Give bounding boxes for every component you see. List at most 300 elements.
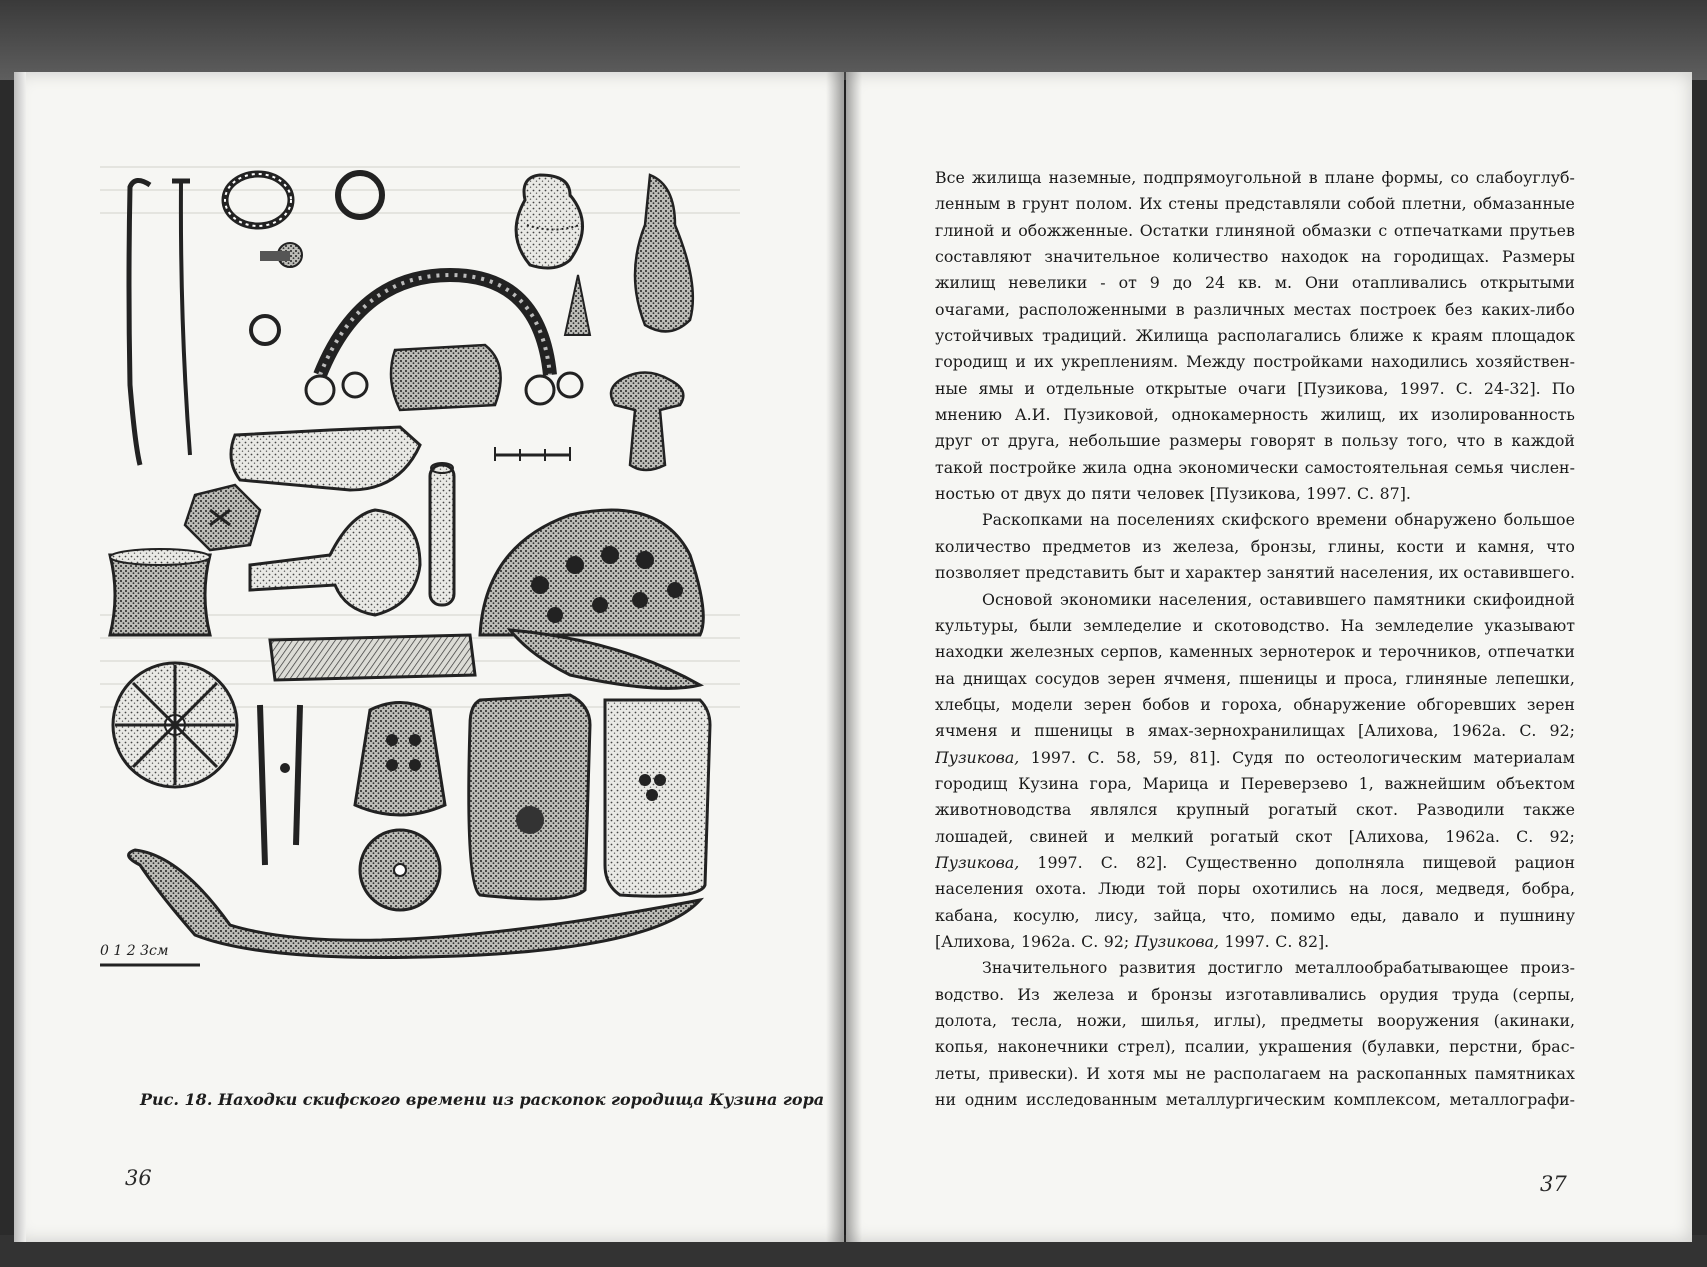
word: плане [1324, 168, 1375, 187]
word: вооружения [1377, 1011, 1480, 1030]
word: поры [1197, 879, 1241, 899]
word: [Пузикова, [1297, 378, 1389, 398]
word: дополняла [1315, 852, 1405, 872]
word: глиной [935, 220, 995, 240]
word: друг [935, 431, 973, 451]
word: местах [1293, 299, 1352, 319]
word: от [981, 431, 1000, 451]
word: и [1104, 826, 1115, 846]
word: 82]. [1297, 931, 1330, 951]
word: площадок [1491, 326, 1575, 346]
word: обожженные. [1018, 220, 1134, 240]
word: Их [1139, 194, 1162, 214]
word: не [1185, 1063, 1206, 1083]
word: ленным [935, 194, 1001, 214]
word: лося, [1380, 879, 1425, 899]
bronze-ring [338, 173, 382, 217]
word: пушнину [1499, 905, 1575, 925]
word: металлографи- [1449, 1090, 1575, 1110]
body-text [935, 165, 1575, 1113]
word: 82]. [1135, 852, 1168, 872]
word: к [1412, 326, 1423, 346]
word: самостоятельная [1304, 457, 1449, 477]
word: открытые [1145, 378, 1227, 398]
word: [Алихова, [1358, 721, 1439, 741]
word: обгоревших [1416, 694, 1517, 714]
word: зерен [1083, 694, 1132, 714]
word: проса, [1344, 668, 1398, 688]
word: и [1200, 694, 1211, 714]
word: [Алихова, [935, 931, 1016, 951]
word: что, [1221, 905, 1256, 925]
word: находки [935, 642, 1004, 662]
word: пищевой [1422, 852, 1497, 872]
word: железа, [1172, 536, 1240, 556]
word: однокамерность [1171, 405, 1309, 425]
word: что [1546, 536, 1575, 556]
word: 59, [1152, 747, 1178, 767]
text-line [935, 218, 1575, 244]
word: 24-32]. [1483, 378, 1541, 398]
word: населения, [1158, 589, 1253, 609]
word: и [1001, 220, 1012, 240]
word: С. [1516, 826, 1534, 846]
word: 1997. [1306, 484, 1352, 504]
word: произ- [1520, 958, 1575, 978]
word: слабоуглуб- [1475, 168, 1575, 187]
word: лису, [1094, 905, 1139, 925]
word: 24 [1204, 273, 1226, 293]
word: устойчивых [935, 326, 1034, 346]
word: городищах. [1393, 247, 1490, 267]
word: укреплениям. [1061, 352, 1179, 372]
word: жила [1082, 457, 1127, 477]
word: в [1125, 721, 1135, 741]
word: (булавки, [1361, 1037, 1441, 1057]
word: украшения [1258, 1037, 1353, 1057]
word: скот. [1356, 800, 1398, 820]
word: ячменя [935, 721, 998, 741]
word: постройками [1253, 352, 1364, 372]
text-line [935, 1034, 1575, 1060]
word: бронзы, [1250, 536, 1317, 556]
word: отапливались [1351, 273, 1468, 293]
text-line [935, 666, 1575, 692]
word: рогатый [1268, 800, 1338, 820]
figure-caption: Рис. 18. Находки скифского времени из раскопок городища Кузина гора [140, 1090, 825, 1109]
word: на [1328, 1063, 1349, 1083]
word: такой [935, 457, 984, 477]
word: Пузикова, [935, 747, 1020, 767]
word: представить [1025, 563, 1129, 583]
word: мы [1153, 1063, 1178, 1083]
word: долота, [935, 1011, 997, 1030]
text-line [935, 876, 1575, 902]
word: и [1325, 668, 1337, 688]
word: с [1378, 220, 1388, 240]
text-line [935, 455, 1575, 481]
word: до [1066, 484, 1086, 504]
clay-boot-model [231, 427, 420, 490]
word: и [1219, 773, 1230, 793]
text-line [935, 824, 1575, 850]
word: памятники [1373, 589, 1466, 609]
word: того, [1406, 431, 1448, 451]
word: шилья, [1140, 1011, 1200, 1030]
word: Пузикова, [935, 852, 1020, 872]
word: оставившего [1259, 589, 1367, 609]
word: стены [1168, 194, 1219, 214]
word: 1997. [1037, 852, 1083, 872]
word: быт [1133, 563, 1165, 583]
word: Существенно [1185, 852, 1298, 872]
word: Кузина [1018, 773, 1079, 793]
word: друга, [1007, 431, 1060, 451]
word: подпрямоугольной [1143, 168, 1302, 187]
word: давало [1401, 905, 1459, 925]
text-line [935, 903, 1575, 929]
word: важнейшим [1384, 773, 1486, 793]
word: наконечники [997, 1037, 1109, 1057]
word: отдельные [1046, 378, 1135, 398]
word: представляли [1224, 194, 1341, 214]
word: населения, [1340, 563, 1434, 583]
word: Разводили [1416, 800, 1505, 820]
word: ностью [935, 484, 995, 504]
word: Судя [1232, 747, 1274, 767]
word: водство. [935, 984, 1005, 1004]
word: изолированность [1431, 405, 1575, 425]
word: камня, [1477, 536, 1535, 556]
word: Размеры [1501, 247, 1575, 267]
text-line [935, 955, 1575, 981]
word: свиней [1029, 826, 1089, 846]
word: и [1024, 378, 1035, 398]
word: псалии, [1184, 1037, 1250, 1057]
word: Из [1017, 984, 1040, 1004]
word: их [1438, 563, 1459, 583]
text-line [935, 428, 1575, 454]
word: 1997. [1030, 747, 1077, 767]
word: очаги [1238, 378, 1287, 398]
clay-spindle-whorl [185, 485, 260, 550]
word: стрел), [1117, 1037, 1176, 1057]
word: культуры, [935, 615, 1019, 635]
word: размеры [1169, 431, 1242, 451]
word: прутьев [1509, 220, 1575, 240]
word: бобра, [1521, 879, 1575, 899]
word: зерен [1526, 694, 1575, 714]
word: небольшие [1068, 431, 1161, 451]
word: привески). [988, 1063, 1079, 1083]
text-line [935, 560, 1575, 586]
word: хозяйствен- [1475, 352, 1575, 372]
iron-pin-long [129, 180, 150, 465]
word: человек [1136, 484, 1205, 504]
text-line [935, 244, 1575, 270]
word: брас- [1531, 1037, 1575, 1057]
word: хлебцы, [935, 694, 1001, 714]
word: предметов [1042, 536, 1131, 556]
stone-slab [605, 700, 710, 896]
clay-spool [110, 549, 210, 635]
text-line [935, 534, 1575, 560]
text-line [935, 929, 1575, 955]
word: [Пузикова, [1209, 484, 1301, 504]
word: обмазанные [1473, 194, 1575, 214]
word: железных [1010, 642, 1094, 662]
word: открытыми [1479, 273, 1575, 293]
word: кости [1396, 536, 1445, 556]
word: охотились [1252, 879, 1338, 899]
word: Остатки [1139, 220, 1209, 240]
bone-rod [430, 463, 454, 605]
bronze-arrowhead [565, 275, 590, 335]
word: оставившего. [1463, 563, 1575, 583]
word: труда [1451, 984, 1500, 1004]
text-line [935, 1061, 1575, 1087]
word: копья, [935, 1037, 989, 1057]
scan-background-top [0, 0, 1707, 80]
word: характер [1185, 563, 1262, 583]
text-line [935, 1087, 1575, 1113]
word: глиняные [1405, 668, 1488, 688]
page-number-left: 36 [125, 1166, 152, 1190]
word: что [1456, 431, 1486, 451]
word: орудия [1379, 984, 1439, 1004]
word: обнаружение [1293, 694, 1406, 714]
word: до [1172, 273, 1192, 293]
scale-bar-small [495, 447, 570, 461]
book-gutter [826, 72, 862, 1242]
word: С. [1275, 931, 1293, 951]
word: медведя, [1435, 879, 1511, 899]
word: Основой [982, 589, 1053, 609]
word: значительное [1044, 247, 1161, 267]
word: построек [1359, 299, 1437, 319]
word: металлообрабатывающее [1294, 958, 1509, 978]
word: находились [1371, 352, 1468, 372]
word: металлургическим [1165, 1090, 1326, 1110]
word: животноводства [935, 800, 1072, 820]
word: указывают [1484, 615, 1575, 635]
word: кабана, [935, 905, 999, 925]
word: С. [1087, 747, 1105, 767]
clay-fragment [391, 345, 501, 410]
word: пяти [1091, 484, 1132, 504]
text-line [935, 771, 1575, 797]
word: достигло [1207, 958, 1283, 978]
word: из [1142, 536, 1162, 556]
word: от [1118, 273, 1137, 293]
word: поселениях [1116, 510, 1215, 530]
text-line [935, 613, 1575, 639]
word: мелкий [1131, 826, 1194, 846]
word: Они [1304, 273, 1339, 293]
word: были [1029, 615, 1073, 635]
word: Между [1186, 352, 1246, 372]
word: и [1127, 984, 1139, 1004]
word: С. [1081, 931, 1099, 951]
word: составляют [935, 247, 1032, 267]
word: земледелие [1374, 615, 1474, 635]
word: краям [1431, 326, 1483, 346]
word: бронзы [1151, 984, 1213, 1004]
word: и [1015, 352, 1026, 372]
word: 9 [1149, 273, 1160, 293]
word: их [1033, 352, 1054, 372]
word: в [1493, 431, 1503, 451]
word: леты, [935, 1063, 981, 1083]
word: находок [1280, 247, 1349, 267]
clay-vessel [516, 175, 585, 268]
word: являлся [1089, 800, 1158, 820]
word: На [1340, 615, 1364, 635]
word: экономически [1178, 457, 1299, 477]
word: экономики [1060, 589, 1152, 609]
word: крупный [1176, 800, 1250, 820]
iron-nail [172, 181, 190, 455]
word: Жилища [1135, 326, 1209, 346]
word: 92; [1549, 826, 1575, 846]
word: зайца, [1153, 905, 1207, 925]
bronze-fitting [260, 243, 302, 267]
word: на [1361, 247, 1382, 267]
word: Марица [1142, 773, 1209, 793]
word: 1962а. [1445, 826, 1500, 846]
word: хотя [1108, 1063, 1146, 1083]
word: ямах-зернохранилищах [1147, 721, 1345, 741]
word: железа [1053, 984, 1115, 1004]
word: Переверзево [1240, 773, 1348, 793]
word: 92; [1103, 931, 1130, 951]
word: А.И. [1014, 405, 1051, 425]
text-line [935, 1008, 1575, 1034]
word: и [1455, 536, 1467, 556]
word: Значительного [982, 958, 1108, 978]
word: полом. [1075, 194, 1133, 214]
word: их [1398, 405, 1419, 425]
word: говорят [1250, 431, 1316, 451]
word: 87]. [1379, 484, 1411, 504]
word: скифоидной [1473, 589, 1575, 609]
word: мнению [935, 405, 1002, 425]
text-line [935, 376, 1575, 402]
word: различных [1193, 299, 1285, 319]
word: отпечатками [1393, 220, 1503, 240]
word: пшеницы [1239, 668, 1318, 688]
iron-awls [260, 705, 300, 865]
word: [Алихова, [1348, 826, 1430, 846]
word: в [1323, 431, 1333, 451]
word: в [1308, 168, 1318, 187]
small-ring [251, 316, 279, 344]
word: пшеницы [1034, 721, 1113, 741]
word: каждой [1511, 431, 1575, 451]
word: постройке [989, 457, 1077, 477]
clay-ladle [250, 510, 420, 615]
text-line [935, 639, 1575, 665]
word: еды, [1350, 905, 1387, 925]
text-line [935, 349, 1575, 375]
clay-disc [360, 830, 440, 910]
word: располагаем [1213, 1063, 1321, 1083]
word: зерен [1107, 668, 1156, 688]
word: глины, [1328, 536, 1386, 556]
word: на [1089, 510, 1110, 530]
word: раскопанных [1356, 1063, 1467, 1083]
word: - [1100, 273, 1106, 293]
word: ные [935, 378, 968, 398]
word: пользу [1341, 431, 1399, 451]
word: Раскопками [982, 510, 1083, 530]
word: перстни, [1449, 1037, 1523, 1057]
finds-illustration-plate [100, 165, 780, 1045]
word: в [1006, 194, 1016, 214]
text-line [935, 587, 1575, 613]
text-line [935, 270, 1575, 296]
scale-bar-label: 0 1 2 3см [100, 943, 169, 959]
word: модели [1011, 694, 1073, 714]
word: 58, [1116, 747, 1142, 767]
word: И [1086, 1063, 1101, 1083]
stone-pendant [635, 175, 693, 331]
word: скифского [1221, 510, 1310, 530]
clay-loom-weight [355, 703, 445, 816]
iron-knife [510, 630, 700, 688]
word: одна [1133, 457, 1173, 477]
word: гора, [1089, 773, 1132, 793]
word: (акинаки, [1493, 1011, 1575, 1030]
word: предметы [1280, 1011, 1364, 1030]
text-line [935, 297, 1575, 323]
page-edge-stack [14, 72, 26, 1242]
word: обмазки [1302, 220, 1372, 240]
word: городищ [935, 773, 1008, 793]
text-line [935, 718, 1575, 744]
word: также [1523, 800, 1575, 820]
word: рацион [1514, 852, 1575, 872]
word: двух [1024, 484, 1062, 504]
word: и [1474, 905, 1485, 925]
word: грунт [1022, 194, 1070, 214]
word: жилища [971, 168, 1042, 187]
word: населения [935, 879, 1024, 899]
word: сосудов [1034, 668, 1100, 688]
word: по [1284, 747, 1305, 767]
page-number-right: 37 [1540, 1172, 1567, 1196]
bronze-ring-twisted [225, 174, 291, 226]
word: каких-либо [1481, 299, 1575, 319]
word: (серпы, [1512, 984, 1575, 1004]
word: обнаружено [1394, 510, 1497, 530]
word: на [1349, 879, 1369, 899]
word: времени [1316, 510, 1388, 530]
word: охота. [1035, 879, 1087, 899]
word: м. [1274, 273, 1293, 293]
clay-figurine [611, 373, 683, 471]
word: С. [1100, 852, 1118, 872]
word: тесла, [1011, 1011, 1063, 1030]
word: ни [935, 1090, 957, 1110]
word: без [1445, 299, 1473, 319]
text-line [935, 481, 1575, 507]
word: По [1551, 378, 1575, 398]
text-line [935, 982, 1575, 1008]
word: С. [1455, 378, 1473, 398]
word: 81]. [1189, 747, 1221, 767]
word: ячменя, [1163, 668, 1232, 688]
